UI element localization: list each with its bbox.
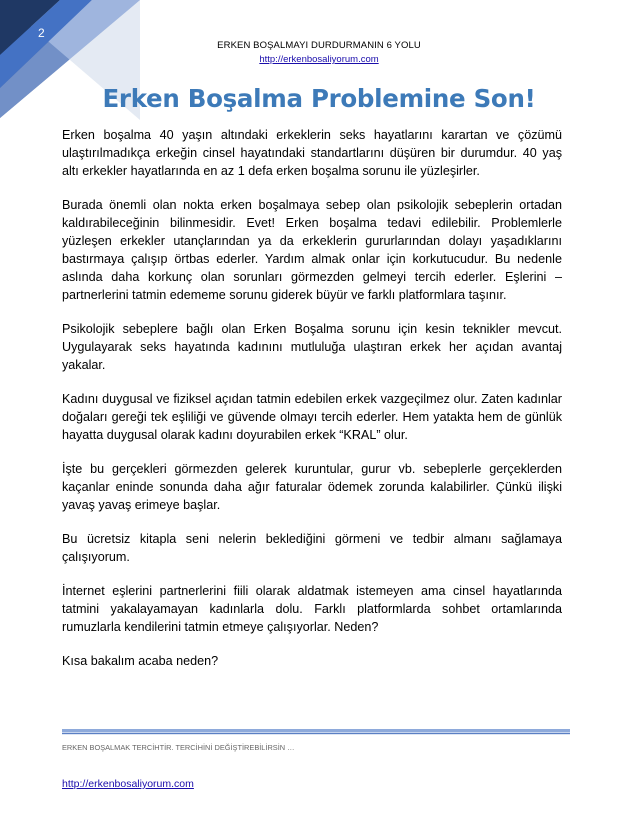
paragraph: Kısa bakalım acaba neden?: [62, 654, 219, 668]
paragraph: Burada önemli olan nokta erken boşalmaya sebep olan psikolojik sebeplerin ortadan kaldırabileceğinin bilinmesidir. Evet! Erken boşalma tedavi edilebilir. Problemlerle yüzleşen erkekler utançlarından ya da erkeklerin gururlarından dolayı yaşadıklarını bastırmaya çalışıp örtbas ederler. Yardım almak onlar için korkutucudur. Bu nedenle aslında daha korkunç olan sorunları görmezden gelmeyi tercih ederler. Eşlerini – partnerlerini tatmin edememe sorunu giderek büyür ve farklı platformlara taşınır.: [62, 198, 562, 302]
footer-link[interactable]: http://erkenbosaliyorum.com: [62, 778, 194, 790]
document-body: [62, 126, 562, 686]
page-number: 2: [38, 26, 45, 40]
paragraph: Kadını duygusal ve fiziksel açıdan tatmin edebilen erkek vazgeçilmez olur. Zaten kadınlar doğaları gereği tek eşliliği ve güvende olmayı tercih ederler. Hem yatakta hem de günlük hayatta duygusal olarak kadını doyurabilen erkek “KRAL” olur.: [62, 392, 562, 442]
header-title: ERKEN BOŞALMAYI DURDURMANIN 6 YOLU: [217, 40, 421, 51]
paragraph: İşte bu gerçekleri görmezden gelerek kuruntular, gurur vb. sebeplerle gerçeklerden kaçanlar eninde sonunda daha ağır faturalar ödemek zorunda kalabilirler. Çünkü ilişki yavaş yavaş erimeye başlar.: [62, 462, 562, 512]
footer-text: ERKEN BOŞALMAK TERCİHTİR. TERCİHİNİ DEĞİŞTİREBİLİRSİN …: [62, 743, 295, 752]
paragraph: Bu ücretsiz kitapla seni nelerin beklediğini görmeni ve tedbir almanı sağlamaya çalışıyorum.: [62, 532, 562, 564]
paragraph: Erken boşalma 40 yaşın altındaki erkeklerin seks hayatlarını karartan ve çözümü ulaştırılmadıkça erkeğin cinsel hayatındaki standartlarını düşüren bir durumdur. 40 yaş altı erkekler hayatlarında en az 1 defa erken boşalma sorunu ile yüzleşirler.: [62, 128, 562, 178]
paragraph: İnternet eşlerini partnerlerini fiili olarak aldatmak istemeyen ama cinsel hayatlarında tatmini yakalayamayan kadınlarla dolu. Farklı platformlarda sohbet ortamlarında rumuzlarla kendilerini tatmin etmeye çalışıyorlar. Neden?: [62, 584, 562, 634]
footer-divider: [62, 729, 570, 738]
paragraph: Psikolojik sebeplere bağlı olan Erken Boşalma sorunu için kesin teknikler mevcut. Uygulayarak seks hayatında kadınını mutluluğa ulaştıran erkek her açıdan avantaj yakalar.: [62, 322, 562, 372]
header-link[interactable]: http://erkenbosaliyorum.com: [259, 54, 379, 65]
document-title: Erken Boşalma Problemine Son!: [102, 84, 536, 113]
